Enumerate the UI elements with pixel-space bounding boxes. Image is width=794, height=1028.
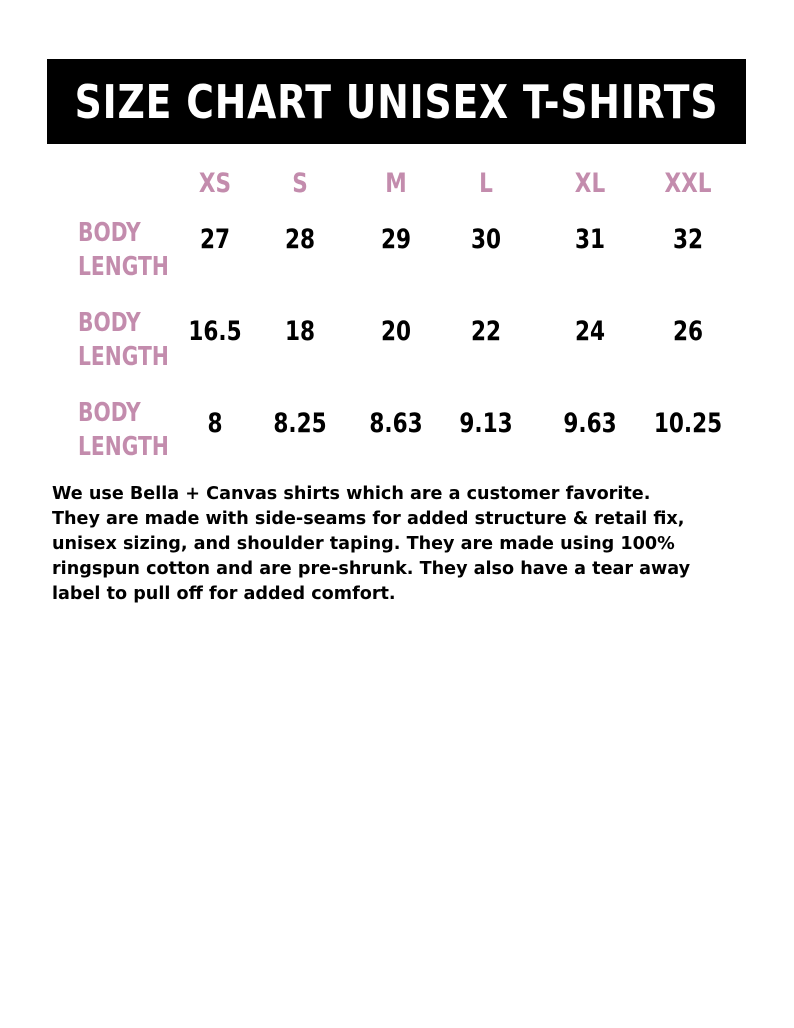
table-cell: 29 bbox=[380, 224, 412, 255]
product-description bbox=[52, 482, 752, 607]
row-label-line: BODY bbox=[78, 308, 141, 338]
size-header-s: S bbox=[292, 168, 308, 199]
row-label bbox=[78, 306, 169, 374]
table-cell: 8 bbox=[207, 408, 223, 439]
row-label-line: LENGTH bbox=[78, 342, 169, 372]
table-cell: 18 bbox=[284, 316, 316, 347]
table-cell: 9.13 bbox=[459, 408, 513, 439]
table-cell: 16.5 bbox=[188, 316, 242, 347]
table-cell: 31 bbox=[574, 224, 606, 255]
size-header-xxl: XXL bbox=[664, 168, 712, 199]
row-label bbox=[78, 396, 169, 464]
table-cell: 28 bbox=[284, 224, 316, 255]
row-label-line: LENGTH bbox=[78, 432, 169, 462]
row-label-line: BODY bbox=[78, 398, 141, 428]
size-header-xl: XL bbox=[574, 168, 606, 199]
table-cell: 26 bbox=[672, 316, 704, 347]
size-header-l: L bbox=[479, 168, 493, 199]
table-cell: 22 bbox=[470, 316, 502, 347]
description-line: label to pull off for added comfort. bbox=[52, 584, 396, 604]
page-title: SIZE CHART UNISEX T-SHIRTS bbox=[74, 74, 719, 129]
table-cell: 9.63 bbox=[563, 408, 617, 439]
table-cell: 32 bbox=[672, 224, 704, 255]
row-label bbox=[78, 216, 169, 284]
row-label-line: LENGTH bbox=[78, 252, 169, 282]
description-line: ringspun cotton and are pre-shrunk. They also have a tear away bbox=[52, 559, 691, 579]
size-header-xs: XS bbox=[198, 168, 232, 199]
description-line: We use Bella + Canvas shirts which are a customer favorite. bbox=[52, 484, 651, 504]
table-cell: 24 bbox=[574, 316, 606, 347]
table-cell: 20 bbox=[380, 316, 412, 347]
table-cell: 8.25 bbox=[273, 408, 327, 439]
size-header-m: M bbox=[385, 168, 407, 199]
row-label-line: BODY bbox=[78, 218, 141, 248]
table-cell: 27 bbox=[199, 224, 231, 255]
description-line: unisex sizing, and shoulder taping. They are made using 100% bbox=[52, 534, 675, 554]
table-cell: 30 bbox=[470, 224, 502, 255]
table-cell: 8.63 bbox=[369, 408, 423, 439]
table-cell: 10.25 bbox=[653, 408, 723, 439]
description-line: They are made with side-seams for added structure & retail fix, bbox=[52, 509, 685, 529]
title-banner bbox=[47, 59, 746, 144]
